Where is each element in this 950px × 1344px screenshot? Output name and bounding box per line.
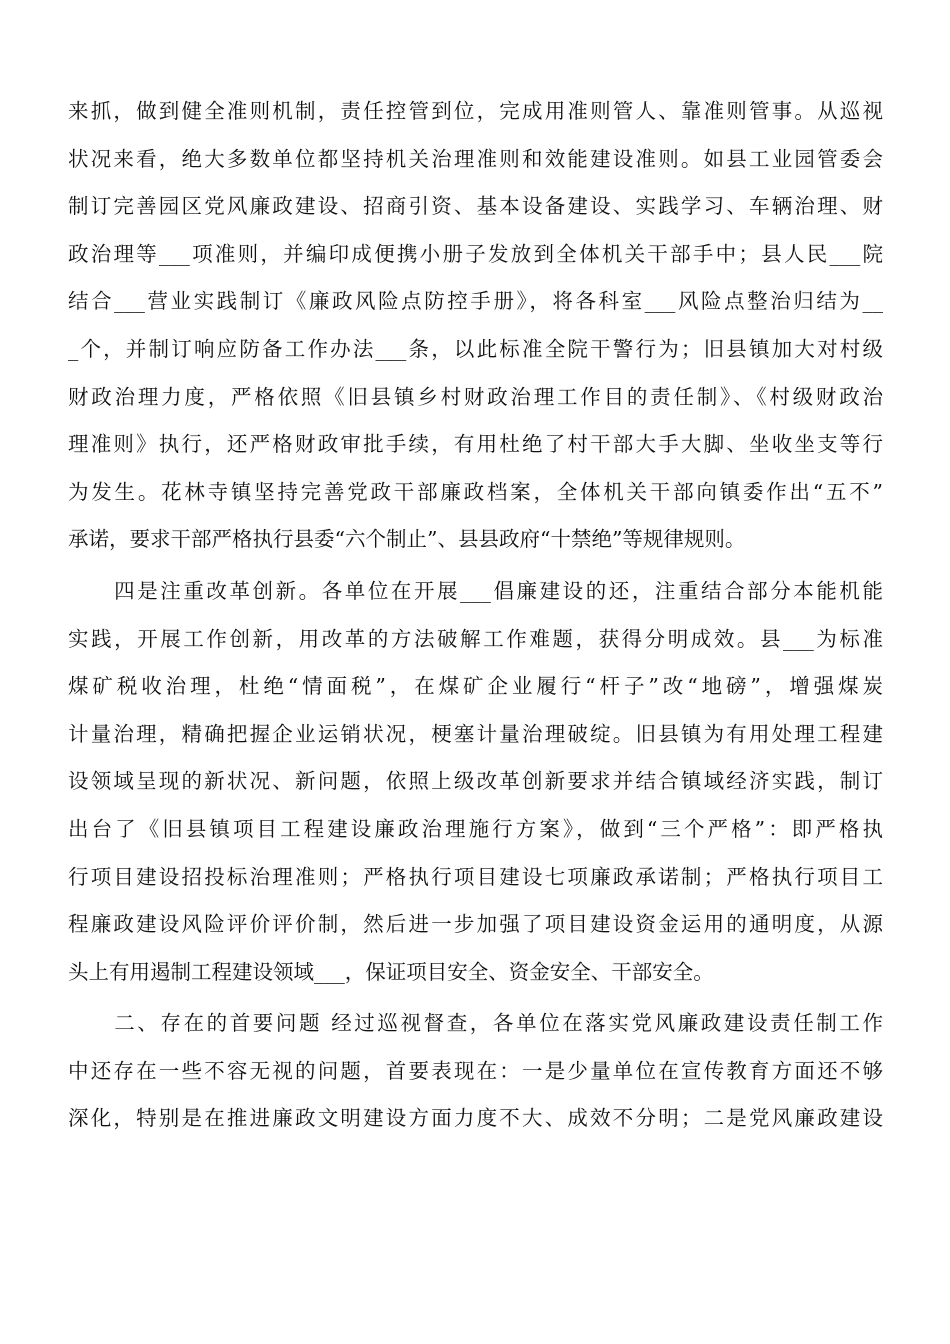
text-line: 出台了《旧县镇项目工程建设廉政治理施行方案》，做到“三个严格”：即严格执 (68, 816, 883, 841)
paragraph-3 (68, 1000, 883, 1143)
text-line: 头上有用遏制工程建设领域___，保证项目安全、资金安全、干部安全。 (68, 959, 714, 984)
paragraph-1 (68, 88, 883, 564)
text-line: 制订完善园区党风廉政建设、招商引资、基本设备建设、实践学习、车辆治理、财 (68, 194, 883, 219)
text-line: 状况来看，绝大多数单位都坚持机关治理准则和效能建设准则。如县工业园管委会 (68, 146, 883, 171)
text-line: 行项目建设招投标治理准则；严格执行项目建设七项廉政承诺制；严格执行项目工 (68, 864, 883, 889)
text-line: 煤矿税收治理，杜绝“情面税”，在煤矿企业履行“杆子”改“地磅”，增强煤炭 (68, 674, 883, 699)
text-line: _个，并制订响应防备工作办法___条，以此标准全院干警行为；旧县镇加大对村级 (68, 336, 883, 361)
document-page (68, 88, 883, 1143)
paragraph-2 (68, 568, 883, 996)
text-line: 结合___营业实践制订《廉政风险点防控手册》，将各科室___风险点整治归结为__ (68, 289, 883, 314)
text-line: 实践，开展工作创新，用改革的方法破解工作难题，获得分明成效。县___为标准 (68, 626, 883, 651)
text-line: 政治理等___项准则，并编印成便携小册子发放到全体机关干部手中；县人民___院 (68, 241, 883, 266)
text-line: 财政治理力度，严格依照《旧县镇乡村财政治理工作目的责任制》、《村级财政治 (68, 384, 883, 409)
text-line: 计量治理，精确把握企业运销状况，梗塞计量治理破绽。旧县镇为有用处理工程建 (68, 721, 883, 746)
text-line: 中还存在一些不容无视的问题，首要表现在：一是少量单位在宣传教育方面还不够 (68, 1058, 883, 1083)
text-line: 设领域呈现的新状况、新问题，依照上级改革创新要求并结合镇域经济实践，制订 (68, 769, 883, 794)
text-line: 来抓，做到健全准则机制，责任控管到位，完成用准则管人、靠准则管事。从巡视 (68, 99, 883, 123)
text-line: 程廉政建设风险评价评价制，然后进一步加强了项目建设资金运用的通明度，从源 (68, 912, 883, 937)
text-line: 四是注重改革创新。各单位在开展___倡廉建设的还，注重结合部分本能机能 (68, 578, 883, 603)
text-line: 二、存在的首要问题 经过巡视督查，各单位在落实党风廉政建设责任制工作 (68, 1011, 883, 1036)
text-line: 理准则》执行，还严格财政审批手续，有用杜绝了村干部大手大脚、坐收坐支等行 (68, 432, 883, 457)
text-line: 承诺，要求干部严格执行县委“六个制止”、县县政府“十禁绝”等规律规则。 (68, 527, 746, 552)
text-line: 深化，特别是在推进廉政文明建设方面力度不大、成效不分明；二是党风廉政建设 (68, 1106, 883, 1131)
text-line: 为发生。花林寺镇坚持完善党政干部廉政档案，全体机关干部向镇委作出“五不” (68, 479, 883, 504)
